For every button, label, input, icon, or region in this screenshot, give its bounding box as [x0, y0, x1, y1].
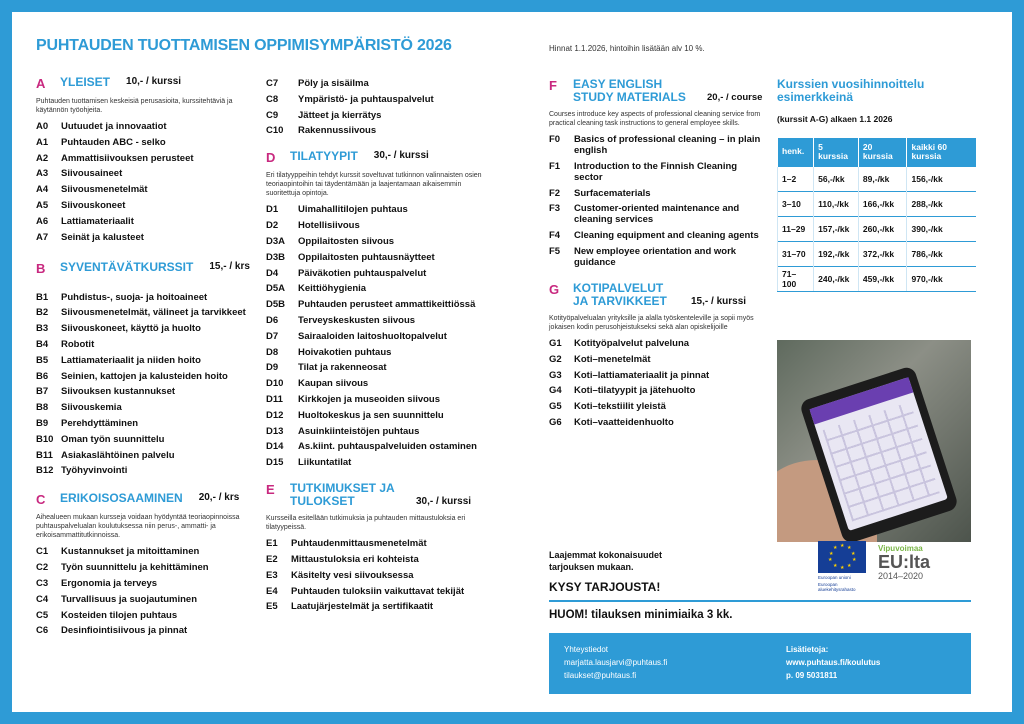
table-row: 11–29 157,-/kk 260,-/kk 390,-/kk [778, 216, 977, 241]
course-item[interactable]: G2 Koti–menetelmät [549, 353, 651, 365]
course-item[interactable]: G1 Kotityöpalvelut palveluna [549, 337, 690, 349]
section-price: 20,- / course [707, 92, 763, 103]
section-title: SYVENTÄVÄTKURSSIT [60, 259, 194, 274]
course-item[interactable]: F3 Customer-oriented maintenance and cleaning services [549, 203, 740, 226]
section-price: 10,- / kurssi [126, 76, 182, 87]
course-item[interactable]: B5 Lattiamateriaalit ja niiden hoito [36, 354, 201, 366]
course-item[interactable]: B11 Asiakaslähtöinen palvelu [36, 449, 175, 461]
course-item[interactable]: E4 Puhtauden tuloksiin vaikuttavat tekijät [266, 585, 465, 597]
course-item[interactable]: D8 Hoivakotien puhtaus [266, 346, 392, 358]
section-description: Eri tilatyyppeihin tehdyt kurssit soveltuvat tutkinnon valinnaisten osien teoriaopintoihin tai täydentämään ja laajentamaan aikaisemmin suoritettuja opintoja. [266, 172, 482, 198]
course-item[interactable]: G6 Koti–vaatteidenhuolto [549, 416, 674, 428]
phone-number: p. 09 5031811 [786, 671, 838, 680]
section-description: Puhtauden tuottamisen keskeisiä perusasioita, kurssitehtäviä ja käytännön työohjeita. [36, 98, 233, 114]
section-letter: A [36, 76, 46, 91]
course-item[interactable]: C6 Desinfiointisiivous ja pinnat [36, 625, 188, 637]
section-b [36, 261, 256, 477]
column-header: henk. [778, 138, 814, 166]
section-title: EASY ENGLISH STUDY MATERIALS [573, 77, 686, 104]
course-list [36, 292, 256, 477]
course-item[interactable]: D7 Sairaaloiden laitoshuoltopalvelut [266, 330, 447, 342]
course-item[interactable]: E1 Puhtaudenmittausmenetelmät [266, 538, 427, 550]
section-letter: F [549, 78, 557, 93]
course-item[interactable]: C4 Turvallisuus ja suojautuminen [36, 593, 198, 605]
section-letter: E [266, 482, 275, 498]
course-item[interactable]: C5 Kosteiden tilojen puhtaus [36, 609, 178, 621]
course-item[interactable]: C10 Rakennussiivous [266, 125, 377, 137]
course-list [36, 546, 256, 636]
offer-line-1: Laajemmat kokonaisuudet [549, 550, 663, 560]
course-item[interactable]: G4 Koti–tilatyypit ja jätehuolto [549, 385, 696, 397]
course-list [266, 204, 491, 468]
section-title: ERIKOISOSAAMINEN [60, 491, 183, 506]
eu-logo [818, 541, 866, 592]
course-item[interactable]: A3 Siivousaineet [36, 168, 123, 180]
course-item[interactable]: D4 Päiväkotien puhtauspalvelut [266, 267, 427, 279]
contact-email-1[interactable]: marjatta.lausjarvi@puhtaus.fi [564, 658, 668, 667]
eu-flag-icon: ★ ★ ★ ★ ★ ★ ★ ★ ★ ★ [818, 541, 866, 573]
course-item[interactable]: B10 Oman työn suunnittelu [36, 433, 165, 445]
section-letter: D [266, 150, 276, 166]
course-item[interactable]: A0 Uutuudet ja innovaatiot [36, 121, 167, 132]
contact-right [786, 643, 880, 682]
section-title: TUTKIMUKSET JA TULOKSET [290, 481, 395, 509]
course-item[interactable]: D15 Liikuntatilat [266, 457, 352, 469]
pricing-table [777, 138, 976, 292]
pricing-subtitle: (kurssit A-G) alkaen 1.1 2026 [777, 114, 893, 124]
section-letter: B [36, 260, 46, 276]
course-item[interactable]: D13 Asuinkiinteistöjen puhtaus [266, 425, 420, 437]
course-item[interactable]: E2 Mittaustuloksia eri kohteista [266, 553, 419, 565]
section-price: 15,- / kurssi [691, 295, 747, 307]
column-1 [36, 76, 256, 641]
column-header: 20 kurssia [858, 138, 907, 166]
section-g [549, 282, 764, 428]
section-letter: G [549, 281, 560, 297]
course-item[interactable]: A7 Seinät ja kalusteet [36, 231, 144, 243]
contact-email-2[interactable]: tilaukset@puhtaus.fi [564, 671, 637, 680]
table-row: 1–2 56,-/kk 89,-/kk 156,-/kk [778, 166, 977, 191]
section-title: YLEISET [60, 75, 111, 89]
offer-block [549, 549, 662, 594]
course-item[interactable]: D1 Uimahallitilojen puhtaus [266, 204, 408, 216]
course-item[interactable]: B7 Siivouksen kustannukset [36, 386, 176, 398]
course-item[interactable]: D6 Terveyskeskusten siivous [266, 314, 416, 326]
contact-left [564, 643, 667, 682]
course-item[interactable]: F1 Introduction to the Finnish Cleaning sector [549, 160, 738, 183]
course-item[interactable]: E3 Käsitelty vesi siivouksessa [266, 569, 414, 581]
section-description: Kotityöpalvelualan yrityksille ja alalla työskenteleville ja sopii myös jokaisen kodin perusohjeistukseksi sekä alan opiskelijoille [549, 314, 754, 331]
section-description: Courses introduce key aspects of professional cleaning service from practical cleaning task instructions to general employee skills. [549, 111, 761, 127]
page-title: PUHTAUDEN TUOTTAMISEN OPPIMISYMPÄRISTÖ 2026 [36, 37, 452, 54]
course-item[interactable]: B2 Siivousmenetelmät, välineet ja tarvikkeet [36, 307, 246, 319]
course-item[interactable]: D14 As.kiint. puhtauspalveluiden ostaminen [266, 441, 477, 453]
column-2 [266, 78, 491, 617]
section-title: TILATYYPIT [290, 149, 358, 164]
minimum-term-note: HUOM! tilauksen minimiaika 3 kk. [549, 609, 733, 621]
contact-title: Yhteystiedot [564, 645, 609, 654]
section-c [36, 492, 256, 636]
course-item[interactable]: B3 Siivouskoneet, käyttö ja huolto [36, 323, 201, 335]
course-item[interactable]: D2 Hotellisiivous [266, 220, 360, 232]
column-header: 5 kurssia [814, 138, 859, 166]
brochure-page [12, 12, 1012, 712]
section-e [266, 482, 491, 612]
course-item[interactable]: D12 Huoltokeskus ja sen suunnittelu [266, 409, 444, 421]
section-f [549, 78, 764, 268]
course-item[interactable]: D3A Oppilaitosten siivous [266, 235, 395, 247]
course-list [266, 538, 491, 612]
pricing-box [777, 78, 976, 292]
course-item[interactable]: B6 Seinien, kattojen ja kalusteiden hoito [36, 370, 228, 382]
course-item[interactable]: F0 Basics of professional cleaning – in plain english [549, 134, 761, 156]
eu-caption-2: Euroopan aluekehitysrahasto [818, 582, 856, 592]
floor-plan [823, 402, 940, 522]
course-item[interactable]: B9 Perehdyttäminen [36, 417, 139, 429]
course-item[interactable]: D10 Kaupan siivous [266, 378, 369, 390]
section-a [36, 76, 256, 243]
course-list [36, 121, 256, 243]
column-header: kaikki 60 kurssia [907, 138, 976, 166]
section-price: 15,- / krs [209, 260, 250, 272]
course-list [549, 134, 764, 268]
vipuvoimaa-logo: Vipuvoimaa EU:lta 2014–2020 [878, 544, 931, 581]
section-title: KOTIPALVELUT JA TARVIKKEET [573, 280, 667, 308]
phone-photo [777, 340, 971, 542]
divider [549, 600, 971, 602]
course-item[interactable]: A6 Lattiamateriaalit [36, 215, 134, 227]
course-item[interactable]: F4 Cleaning equipment and cleaning agents [549, 230, 759, 242]
course-item[interactable]: A1 Puhtauden ABC - selko [36, 136, 166, 148]
course-item[interactable]: B8 Siivouskemia [36, 402, 122, 414]
info-title: Lisätietoja: [786, 645, 829, 654]
course-item[interactable]: C9 Jätteet ja kierrätys [266, 109, 382, 121]
table-row: 71–100 240,-/kk 459,-/kk 970,-/kk [778, 266, 977, 291]
course-item[interactable]: A5 Siivouskoneet [36, 199, 126, 211]
course-item[interactable]: E5 Laatujärjestelmät ja sertifikaatit [266, 601, 434, 613]
section-d [266, 150, 491, 468]
column-3 [549, 78, 764, 433]
section-price: 30,- / kurssi [373, 150, 429, 162]
table-row: 3–10 110,-/kk 166,-/kk 288,-/kk [778, 191, 977, 216]
offer-line-2: tarjouksen mukaan. [549, 562, 634, 572]
course-list-c-continued [266, 78, 491, 136]
course-item[interactable]: F2 Surfacematerials [549, 187, 651, 199]
section-description: Kursseilla esitellään tutkimuksia ja puhtauden mittaustuloksia eri tilatyypeissä. [266, 515, 466, 532]
course-item[interactable]: D3B Oppilaitosten puhtausnäytteet [266, 251, 435, 263]
course-item[interactable]: D5B Puhtauden perusteet ammattikeittiössä [266, 299, 476, 311]
course-item[interactable]: C3 Ergonomia ja terveys [36, 577, 158, 589]
table-row: 31–70 192,-/kk 372,-/kk 786,-/kk [778, 241, 977, 266]
contact-box [549, 633, 971, 694]
course-item[interactable]: A4 Siivousmenetelmät [36, 184, 148, 196]
section-letter: C [36, 492, 46, 508]
table-header-row [778, 138, 977, 166]
pricing-title: Kurssien vuosihinnoittelu esimerkkeinä [777, 77, 925, 104]
section-price: 30,- / kurssi [416, 496, 472, 508]
course-item[interactable]: A2 Ammattisiivouksen perusteet [36, 152, 194, 164]
offer-cta: KYSY TARJOUSTA! [549, 580, 661, 594]
course-item[interactable]: C7 Pöly ja sisäilma [266, 78, 369, 89]
course-item[interactable]: B1 Puhdistus-, suoja- ja hoitoaineet [36, 291, 208, 303]
course-item[interactable]: D9 Tilat ja rakenneosat [266, 362, 387, 374]
eu-caption: Euroopan unioni [818, 575, 851, 580]
course-item[interactable]: C1 Kustannukset ja mitoittaminen [36, 546, 200, 558]
course-item[interactable]: G3 Koti–lattiamateriaalit ja pinnat [549, 369, 710, 381]
course-item[interactable]: G5 Koti–tekstiilit yleistä [549, 401, 666, 413]
course-item[interactable]: D11 Kirkkojen ja museoiden siivous [266, 393, 441, 405]
course-list [549, 338, 764, 428]
course-item[interactable]: F5 New employee orientation and work guidance [549, 245, 737, 268]
course-item[interactable]: C2 Työn suunnittelu ja kehittäminen [36, 562, 209, 574]
course-item[interactable]: C8 Ympäristö- ja puhtauspalvelut [266, 93, 434, 105]
section-description: Aihealueen mukaan kursseja voidaan hyödyntää teoriaopinnoissa puhtauspalvelualan koulutuksessa niin perus-, ammatti- ja erikoisammattitutkinnoissa. [36, 514, 240, 540]
section-price: 20,- / krs [198, 492, 240, 504]
course-item[interactable]: B12 Työhyvinvointi [36, 465, 128, 477]
course-item[interactable]: D5A Keittiöhygienia [266, 283, 367, 295]
prices-note: Hinnat 1.1.2026, hintoihin lisätään alv 10 %. [549, 44, 705, 53]
website-link[interactable]: www.puhtaus.fi/koulutus [786, 658, 881, 667]
course-item[interactable]: B4 Robotit [36, 338, 95, 350]
